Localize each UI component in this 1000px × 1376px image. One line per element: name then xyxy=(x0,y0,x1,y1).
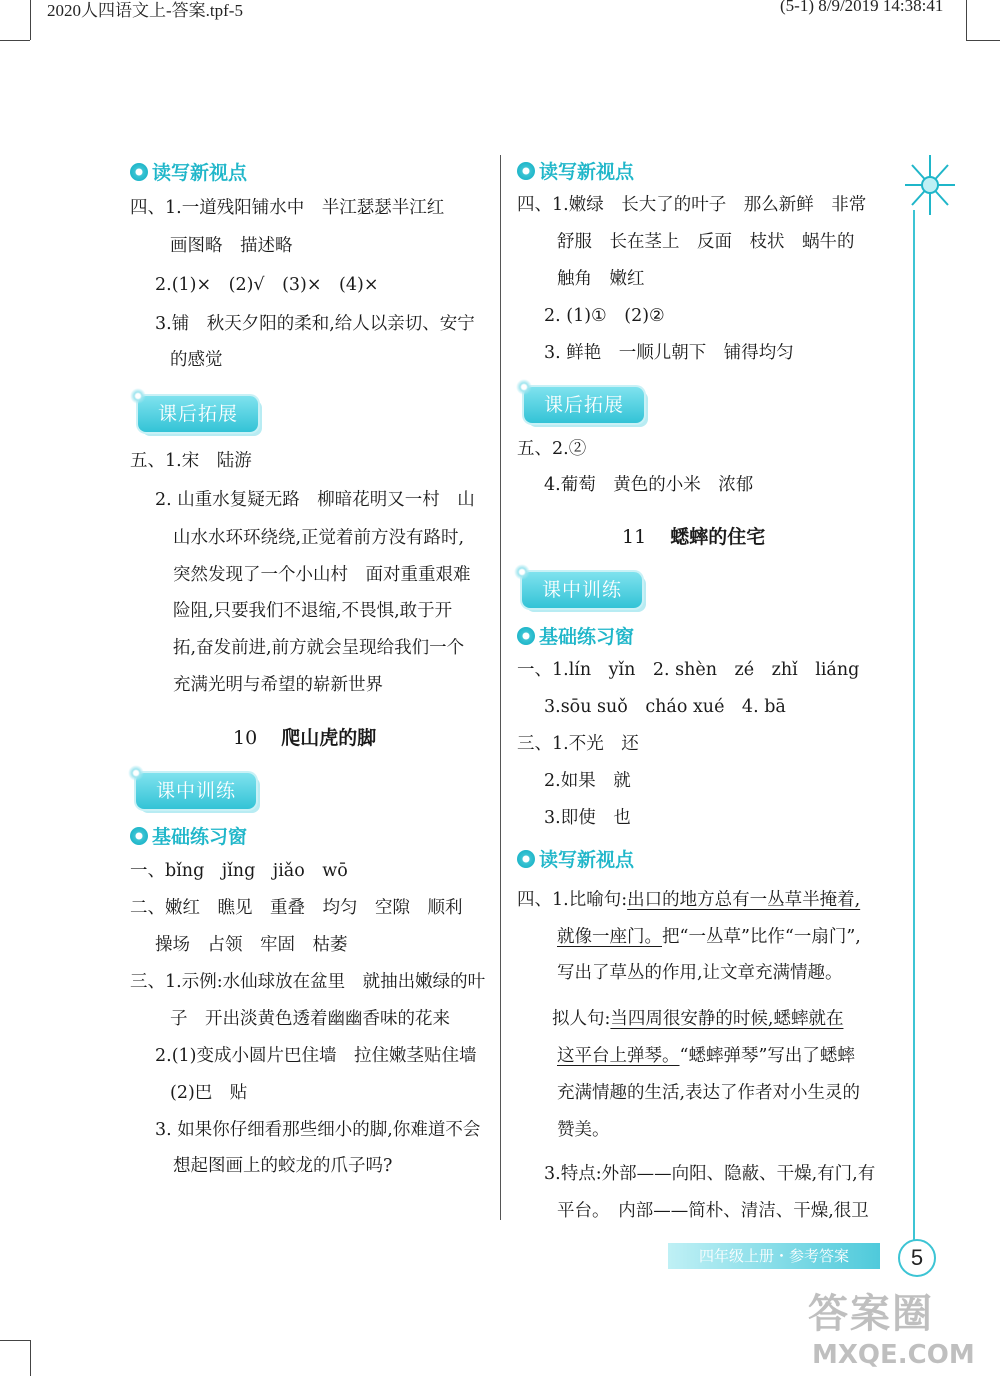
answer-line: 五、2.② xyxy=(517,439,587,459)
snowflake-decoration-icon xyxy=(900,150,960,220)
badge-after-class: 课后拓展 xyxy=(138,396,258,432)
answer-line: 的感觉 xyxy=(170,350,223,370)
answer-line: 画图略 描述略 xyxy=(170,236,293,256)
flower-icon xyxy=(517,162,535,180)
answer-line: 五、1.宋 陆游 xyxy=(130,451,252,471)
answer-line: 突然发现了一个小山村 面对重重艰难 xyxy=(173,565,471,585)
answer-line: 舒服 长在茎上 反面 枝状 蜗牛的 xyxy=(557,232,855,252)
answer-line: 4.葡萄 黄色的小米 浓郁 xyxy=(544,475,754,495)
answer-line: 2. 山重水复疑无路 柳暗花明又一村 山 xyxy=(155,490,475,510)
timestamp-header: (5-1) 8/9/2019 14:38:41 xyxy=(780,0,944,15)
answer-line: 2.如果 就 xyxy=(544,771,631,791)
section-title-reading: 读写新视点 xyxy=(517,845,634,872)
crop-mark xyxy=(0,1340,30,1341)
section-title-basic: 基础练习窗 xyxy=(130,822,247,849)
crop-mark xyxy=(0,40,30,41)
answer-line: 拓,奋发前进,前方就会呈现给我们一个 xyxy=(173,638,465,658)
answer-line: 3. 如果你仔细看那些细小的脚,你难道不会 xyxy=(155,1120,481,1140)
file-name-header: 2020人四语文上-答案.tpf-5 xyxy=(47,1,243,20)
answer-line: 三、1.示例:水仙球放在盆里 就抽出嫩绿的叶 xyxy=(130,972,486,992)
page-number: 5 xyxy=(898,1239,936,1277)
answer-line: 四、1.比喻句:出口的地方总有一丛草半掩着, xyxy=(517,890,861,910)
answer-line: 2.(1)× (2)√ (3)× (4)× xyxy=(155,275,379,295)
answer-line: 充满情趣的生活,表达了作者对小生灵的 xyxy=(557,1083,861,1103)
crop-mark xyxy=(30,0,31,40)
flower-icon xyxy=(130,827,148,845)
answer-line: 四、1.嫩绿 长大了的叶子 那么新鲜 非常 xyxy=(517,195,867,215)
answer-line: 3.sōu suǒ cháo xué 4. bā xyxy=(544,697,786,717)
answer-line: 平台。 内部——简朴、清洁、干燥,很卫 xyxy=(557,1201,869,1221)
answer-line: 充满光明与希望的崭新世界 xyxy=(173,675,383,695)
footer-label: 四年级上册・参考答案 xyxy=(668,1243,880,1269)
margin-rule xyxy=(913,210,915,1250)
chapter-title: 10 爬山虎的脚 xyxy=(233,727,377,749)
crop-mark xyxy=(30,1340,31,1376)
flower-icon xyxy=(517,850,535,868)
section-title-reading: 读写新视点 xyxy=(130,158,247,185)
answer-line: 想起图画上的蛟龙的爪子吗? xyxy=(173,1156,393,1176)
answer-line: 一、1.lín yǐn 2. shèn zé zhǐ liáng xyxy=(517,660,860,680)
answer-line: 3.铺 秋天夕阳的柔和,给人以亲切、安宁 xyxy=(155,314,475,334)
crop-mark xyxy=(966,0,967,40)
answer-line: 三、1.不光 还 xyxy=(517,734,639,754)
badge-in-class: 课中训练 xyxy=(522,572,642,608)
badge-in-class: 课中训练 xyxy=(136,773,256,809)
answer-line: 险阻,只要我们不退缩,不畏惧,敢于开 xyxy=(173,601,453,621)
crop-mark xyxy=(966,40,1000,41)
answer-line: 写出了草丛的作用,让文章充满情趣。 xyxy=(557,963,843,983)
answer-line: 赞美。 xyxy=(557,1120,610,1140)
column-divider xyxy=(500,155,501,1220)
flower-icon xyxy=(130,163,148,181)
answer-line: 2.(1)变成小圆片巴住墙 拉住嫩茎贴住墙 xyxy=(155,1046,477,1066)
answer-line: 四、1.一道残阳铺水中 半江瑟瑟半江红 xyxy=(130,198,445,218)
answer-line: 3.特点:外部——向阳、隐蔽、干燥,有门,有 xyxy=(544,1164,876,1184)
answer-line: 一、bǐng jǐng jiǎo wō xyxy=(130,861,348,881)
answer-line: 山水水环环绕绕,正觉着前方没有路时, xyxy=(173,528,465,548)
answer-line: (2)巴 贴 xyxy=(170,1083,248,1103)
answer-line: 二、嫩红 瞧见 重叠 均匀 空隙 顺利 xyxy=(130,898,463,918)
watermark-url: MXQE.COM xyxy=(812,1340,975,1370)
answer-line: 触角 嫩红 xyxy=(557,269,645,289)
answer-line: 子 开出淡黄色透着幽幽香味的花来 xyxy=(170,1009,450,1029)
answer-line: 就像一座门。把“一丛草”比作“一扇门”, xyxy=(557,927,861,947)
section-title-reading: 读写新视点 xyxy=(517,157,634,184)
chapter-title: 11 蟋蟀的住宅 xyxy=(622,526,766,548)
answer-line: 3. 鲜艳 一顺儿朝下 铺得均匀 xyxy=(544,343,794,363)
flower-icon xyxy=(517,627,535,645)
answer-line: 操场 占领 牢固 枯萎 xyxy=(155,935,348,955)
answer-line: 3.即使 也 xyxy=(544,808,631,828)
answer-line: 2. (1)① (2)② xyxy=(544,306,665,326)
watermark-logo: 答案圈 xyxy=(808,1291,934,1337)
answer-line: 这平台上弹琴。“蟋蟀弹琴”写出了蟋蟀 xyxy=(557,1046,855,1066)
answer-line: 拟人句:当四周很安静的时候,蟋蟀就在 xyxy=(552,1009,844,1029)
section-title-basic: 基础练习窗 xyxy=(517,622,634,649)
badge-after-class: 课后拓展 xyxy=(524,387,644,423)
